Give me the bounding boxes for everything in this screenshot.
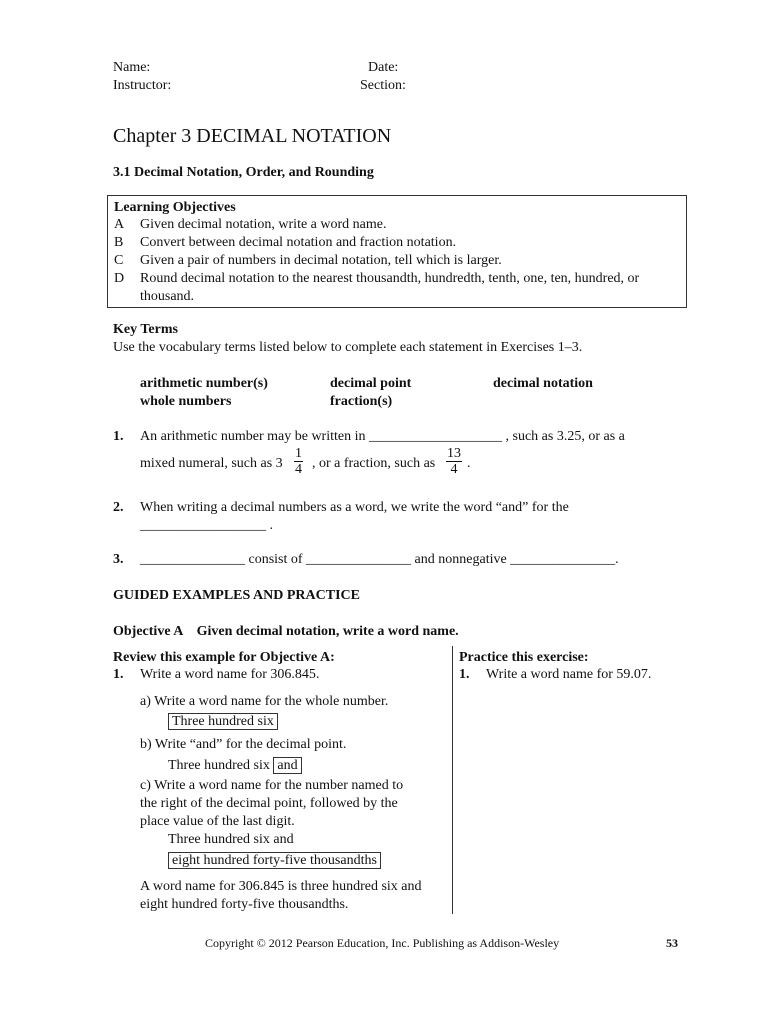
- practice-text: Write a word name for 59.07.: [486, 667, 652, 682]
- instructor-label: Instructor:: [113, 78, 172, 93]
- term-whole-numbers: whole numbers: [140, 394, 232, 409]
- chapter-title: Chapter 3 DECIMAL NOTATION: [113, 125, 392, 147]
- exercise-2-number: 2.: [113, 500, 124, 515]
- practice-number: 1.: [459, 667, 470, 682]
- mixed-fraction: $\frac{1}{4}$: [295, 446, 302, 477]
- key-terms-heading: Key Terms: [113, 322, 178, 337]
- term-decimal-notation: decimal notation: [493, 376, 593, 391]
- conclusion-line1: A word name for 306.845 is three hundred six and: [140, 879, 422, 894]
- column-divider: [452, 646, 453, 914]
- improper-fraction: $\frac{13}{4}$: [447, 446, 461, 477]
- step-a-box: Three hundred six: [168, 713, 278, 730]
- term-arithmetic-numbers: arithmetic number(s): [140, 376, 268, 391]
- step-b-answer: Three hundred six and: [168, 758, 302, 774]
- review-heading: Review this example for Objective A:: [113, 650, 335, 665]
- objective-a: A Given decimal notation, write a word name.: [114, 217, 387, 232]
- step-c-box: eight hundred forty-five thousandths: [168, 852, 381, 869]
- conclusion-line2: eight hundred forty-five thousandths.: [140, 897, 349, 912]
- exercise-2-line2: __________________ .: [140, 518, 273, 533]
- step-c-line2: the right of the decimal point, followed by the: [140, 796, 398, 811]
- objective-d: D Round decimal notation to the nearest thousandth, hundredth, tenth, one, ten, hundred, or thousand.: [114, 271, 640, 304]
- practice-heading: Practice this exercise:: [459, 650, 589, 665]
- footer-copyright: Copyright © 2012 Pearson Education, Inc. Publishing as Addison-Wesley: [205, 936, 560, 950]
- objective-c: C Given a pair of numbers in decimal notation, tell which is larger.: [114, 253, 502, 268]
- section-label: Section:: [360, 78, 406, 93]
- step-c-line1: c) Write a word name for the number named to: [140, 778, 404, 793]
- exercise-1-line2: mixed numeral, such as 3 $\frac{1}{4}$ , or a fraction, such as $\frac{13}{4}$ .: [140, 446, 471, 477]
- exercise-1-number: 1.: [113, 429, 124, 444]
- term-decimal-point: decimal point: [330, 376, 412, 391]
- key-terms-instructions: Use the vocabulary terms listed below to complete each statement in Exercises 1–3.: [113, 340, 583, 355]
- learning-objectives-box: [107, 195, 687, 308]
- step-a-answer: [168, 714, 278, 730]
- step-c-prefix: Three hundred six and: [168, 832, 294, 847]
- learning-objectives-heading: Learning Objectives: [114, 200, 236, 215]
- guided-heading: GUIDED EXAMPLES AND PRACTICE: [113, 588, 360, 603]
- exercise-3-line1: _______________ consist of _______________ and nonnegative _______________.: [140, 552, 619, 567]
- step-c-line3: place value of the last digit.: [140, 814, 295, 829]
- objective-b: B Convert between decimal notation and fraction notation.: [114, 235, 457, 250]
- review-number: 1.: [113, 667, 124, 682]
- exercise-2-line1: When writing a decimal numbers as a word, we write the word “and” for the: [140, 500, 569, 515]
- date-label: Date:: [368, 60, 399, 75]
- section-title: 3.1 Decimal Notation, Order, and Rounding: [113, 165, 374, 180]
- exercise-3-number: 3.: [113, 552, 124, 567]
- name-label: Name:: [113, 60, 151, 75]
- exercise-1-line1: An arithmetic number may be written in ___________________ , such as 3.25, or as a: [140, 429, 625, 444]
- objective-a-heading: Objective A Given decimal notation, write a word name.: [113, 624, 459, 639]
- step-a: a) Write a word name for the whole number.: [140, 694, 389, 709]
- step-c-answer: [168, 853, 381, 869]
- term-fractions: fraction(s): [330, 394, 393, 409]
- page-number: 53: [666, 936, 678, 950]
- step-b: b) Write “and” for the decimal point.: [140, 737, 347, 752]
- step-b-box: and: [273, 757, 301, 774]
- review-text: Write a word name for 306.845.: [140, 667, 320, 682]
